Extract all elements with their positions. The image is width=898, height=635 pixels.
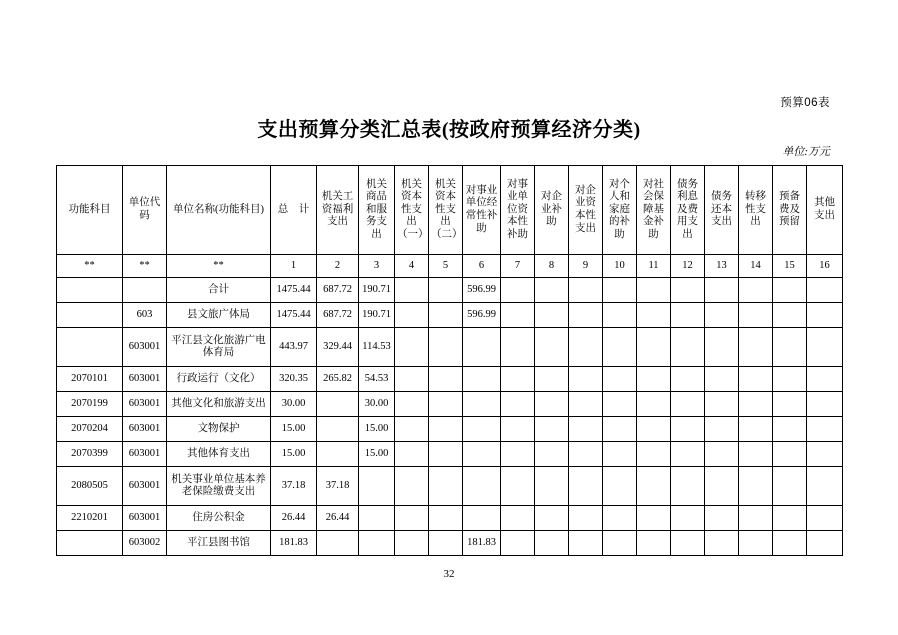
cell-value (773, 392, 807, 417)
cell-value (501, 506, 535, 531)
cell-value (569, 303, 603, 328)
cell-total: 443.97 (271, 328, 317, 367)
numbering-cell: 11 (637, 255, 671, 278)
cell-value: 37.18 (317, 467, 359, 506)
cell-value (637, 278, 671, 303)
cell-value (569, 328, 603, 367)
column-header: 对企业资本性支出 (569, 166, 603, 255)
cell-value (807, 506, 843, 531)
cell-value (501, 467, 535, 506)
cell-value (429, 328, 463, 367)
cell-value (603, 303, 637, 328)
cell-value (637, 417, 671, 442)
column-header: 功能科目 (57, 166, 123, 255)
cell-total: 1475.44 (271, 303, 317, 328)
column-header: 机关资本性支出（二） (429, 166, 463, 255)
cell-value (603, 531, 637, 556)
cell-value (535, 467, 569, 506)
numbering-cell: 13 (705, 255, 739, 278)
cell-unit-code: 603001 (123, 367, 167, 392)
cell-value (463, 328, 501, 367)
cell-value (535, 531, 569, 556)
column-header: 债务还本支出 (705, 166, 739, 255)
cell-value (807, 303, 843, 328)
cell-value (773, 417, 807, 442)
cell-function-code (57, 328, 123, 367)
cell-function-code (57, 531, 123, 556)
cell-value (705, 442, 739, 467)
cell-value (429, 531, 463, 556)
numbering-cell: 8 (535, 255, 569, 278)
cell-value (773, 367, 807, 392)
cell-value (773, 531, 807, 556)
cell-unit-name: 行政运行（文化） (167, 367, 271, 392)
cell-value (535, 367, 569, 392)
cell-value: 181.83 (463, 531, 501, 556)
cell-value (773, 278, 807, 303)
table-header-row (57, 166, 843, 255)
column-header: 对事业单位资本性补助 (501, 166, 535, 255)
cell-value (807, 531, 843, 556)
cell-value (569, 278, 603, 303)
cell-unit-code: 603001 (123, 467, 167, 506)
column-header: 转移性支出 (739, 166, 773, 255)
cell-unit-name: 文物保护 (167, 417, 271, 442)
cell-value (637, 367, 671, 392)
table-row (57, 278, 843, 303)
cell-value (705, 417, 739, 442)
table-row (57, 531, 843, 556)
numbering-cell: 9 (569, 255, 603, 278)
unit-label: 单位:万元 (782, 146, 830, 158)
numbering-cell: 6 (463, 255, 501, 278)
cell-value: 687.72 (317, 303, 359, 328)
cell-value (807, 278, 843, 303)
column-header: 机关工资福利支出 (317, 166, 359, 255)
cell-unit-code (123, 278, 167, 303)
cell-function-code: 2210201 (57, 506, 123, 531)
cell-value (317, 417, 359, 442)
cell-unit-code: 603001 (123, 417, 167, 442)
cell-total: 37.18 (271, 467, 317, 506)
cell-unit-code: 603001 (123, 328, 167, 367)
cell-total: 30.00 (271, 392, 317, 417)
cell-value (807, 417, 843, 442)
cell-value (429, 303, 463, 328)
cell-value (705, 278, 739, 303)
cell-value (739, 531, 773, 556)
column-header: 对个人和家庭的补助 (603, 166, 637, 255)
cell-value (359, 506, 395, 531)
cell-value (603, 506, 637, 531)
cell-value (395, 442, 429, 467)
cell-value (463, 417, 501, 442)
cell-value (705, 328, 739, 367)
table-row (57, 506, 843, 531)
cell-value (501, 442, 535, 467)
cell-value (705, 392, 739, 417)
cell-value: 190.71 (359, 303, 395, 328)
cell-function-code: 2070204 (57, 417, 123, 442)
cell-function-code: 2070199 (57, 392, 123, 417)
cell-value (359, 531, 395, 556)
cell-unit-name: 合计 (167, 278, 271, 303)
cell-value (535, 506, 569, 531)
cell-value (773, 467, 807, 506)
column-header: 债务利息及费用支出 (671, 166, 705, 255)
column-header: 对企业补助 (535, 166, 569, 255)
cell-value (359, 467, 395, 506)
cell-value (671, 367, 705, 392)
cell-value (637, 467, 671, 506)
table-row (57, 328, 843, 367)
cell-value (637, 328, 671, 367)
table-row (57, 417, 843, 442)
cell-value (395, 506, 429, 531)
cell-value (807, 467, 843, 506)
cell-value (671, 467, 705, 506)
numbering-cell: 10 (603, 255, 637, 278)
numbering-cell: 2 (317, 255, 359, 278)
cell-value (501, 278, 535, 303)
cell-value (501, 328, 535, 367)
cell-value (569, 367, 603, 392)
column-header: 单位代码 (123, 166, 167, 255)
cell-value (671, 392, 705, 417)
cell-value (535, 392, 569, 417)
cell-value (603, 367, 637, 392)
cell-value (395, 278, 429, 303)
cell-value (705, 531, 739, 556)
table-row (57, 392, 843, 417)
cell-value (463, 367, 501, 392)
cell-value (569, 417, 603, 442)
cell-total: 15.00 (271, 442, 317, 467)
budget-table (56, 165, 843, 556)
cell-value: 596.99 (463, 278, 501, 303)
cell-value (429, 442, 463, 467)
cell-total: 26.44 (271, 506, 317, 531)
cell-value (739, 392, 773, 417)
cell-value (569, 392, 603, 417)
cell-total: 320.35 (271, 367, 317, 392)
cell-value (603, 392, 637, 417)
page-title: 支出预算分类汇总表(按政府预算经济分类) (257, 119, 641, 141)
column-header: 机关商品和服务支出 (359, 166, 395, 255)
cell-value (603, 417, 637, 442)
cell-value (317, 442, 359, 467)
cell-value (429, 467, 463, 506)
form-label: 预算06表 (780, 97, 830, 109)
cell-unit-name: 住房公积金 (167, 506, 271, 531)
cell-function-code (57, 303, 123, 328)
column-header: 总 计 (271, 166, 317, 255)
cell-value: 114.53 (359, 328, 395, 367)
column-header: 对事业单位经常性补助 (463, 166, 501, 255)
cell-value (637, 506, 671, 531)
cell-value (569, 531, 603, 556)
numbering-cell: 5 (429, 255, 463, 278)
cell-value (773, 303, 807, 328)
cell-value (603, 328, 637, 367)
cell-value (317, 392, 359, 417)
cell-value: 687.72 (317, 278, 359, 303)
cell-value (535, 417, 569, 442)
cell-value (463, 506, 501, 531)
cell-value (773, 506, 807, 531)
numbering-cell: ** (57, 255, 123, 278)
numbering-cell: 7 (501, 255, 535, 278)
cell-value: 596.99 (463, 303, 501, 328)
cell-value (807, 367, 843, 392)
cell-value (671, 328, 705, 367)
cell-value: 329.44 (317, 328, 359, 367)
cell-value (705, 467, 739, 506)
cell-value (637, 392, 671, 417)
cell-unit-code: 603001 (123, 506, 167, 531)
cell-value (395, 531, 429, 556)
cell-function-code (57, 278, 123, 303)
table-row (57, 367, 843, 392)
cell-unit-code: 603 (123, 303, 167, 328)
cell-value: 15.00 (359, 417, 395, 442)
cell-value (463, 442, 501, 467)
cell-value (569, 506, 603, 531)
cell-value (739, 278, 773, 303)
cell-value (739, 303, 773, 328)
cell-function-code: 2070101 (57, 367, 123, 392)
cell-unit-name: 县文旅广体局 (167, 303, 271, 328)
cell-value (773, 442, 807, 467)
cell-value: 265.82 (317, 367, 359, 392)
cell-value (671, 531, 705, 556)
cell-value: 26.44 (317, 506, 359, 531)
cell-value (637, 442, 671, 467)
table-row (57, 467, 843, 506)
numbering-cell: 1 (271, 255, 317, 278)
cell-value: 15.00 (359, 442, 395, 467)
column-header: 预备费及预留 (773, 166, 807, 255)
cell-value (535, 442, 569, 467)
cell-value (739, 506, 773, 531)
cell-value (739, 467, 773, 506)
cell-value (463, 467, 501, 506)
cell-value (705, 367, 739, 392)
cell-value (739, 417, 773, 442)
cell-value (501, 392, 535, 417)
cell-value (429, 367, 463, 392)
page-number: 32 (443, 568, 455, 580)
cell-value (535, 303, 569, 328)
cell-unit-name: 机关事业单位基本养老保险缴费支出 (167, 467, 271, 506)
cell-value (671, 278, 705, 303)
cell-function-code: 2070399 (57, 442, 123, 467)
cell-value (535, 328, 569, 367)
cell-value (429, 278, 463, 303)
cell-value (637, 303, 671, 328)
cell-value (773, 328, 807, 367)
cell-value (395, 392, 429, 417)
cell-value (705, 303, 739, 328)
cell-value (637, 531, 671, 556)
cell-value (739, 442, 773, 467)
cell-value (807, 392, 843, 417)
cell-value (463, 392, 501, 417)
cell-unit-code: 603002 (123, 531, 167, 556)
cell-value (569, 442, 603, 467)
cell-value (429, 506, 463, 531)
cell-value (739, 328, 773, 367)
cell-value (603, 467, 637, 506)
cell-value (807, 328, 843, 367)
cell-value (395, 417, 429, 442)
cell-value (671, 303, 705, 328)
table-row (57, 303, 843, 328)
cell-value (807, 442, 843, 467)
cell-value (671, 506, 705, 531)
cell-function-code: 2080505 (57, 467, 123, 506)
cell-value (705, 506, 739, 531)
cell-value (535, 278, 569, 303)
cell-value (501, 367, 535, 392)
cell-value (395, 367, 429, 392)
column-header: 单位名称(功能科目) (167, 166, 271, 255)
cell-value (429, 417, 463, 442)
column-header: 对社会保障基金补助 (637, 166, 671, 255)
cell-value (739, 367, 773, 392)
cell-total: 181.83 (271, 531, 317, 556)
cell-unit-name: 平江县图书馆 (167, 531, 271, 556)
cell-value (671, 417, 705, 442)
numbering-cell: 15 (773, 255, 807, 278)
table-row (57, 442, 843, 467)
cell-value (569, 467, 603, 506)
cell-value: 30.00 (359, 392, 395, 417)
cell-value (501, 531, 535, 556)
cell-value (501, 303, 535, 328)
cell-value (395, 303, 429, 328)
cell-value (671, 442, 705, 467)
budget-table-wrapper (56, 165, 842, 556)
cell-value (317, 531, 359, 556)
cell-value: 190.71 (359, 278, 395, 303)
numbering-cell: 16 (807, 255, 843, 278)
column-header: 其他支出 (807, 166, 843, 255)
column-header: 机关资本性支出（一） (395, 166, 429, 255)
cell-value: 54.53 (359, 367, 395, 392)
cell-total: 1475.44 (271, 278, 317, 303)
numbering-cell: 12 (671, 255, 705, 278)
cell-unit-name: 其他体育支出 (167, 442, 271, 467)
numbering-cell: ** (167, 255, 271, 278)
cell-unit-code: 603001 (123, 442, 167, 467)
numbering-cell: ** (123, 255, 167, 278)
numbering-cell: 3 (359, 255, 395, 278)
cell-value (603, 278, 637, 303)
cell-value (501, 417, 535, 442)
cell-value (395, 328, 429, 367)
cell-value (429, 392, 463, 417)
column-numbering-row (57, 255, 843, 278)
cell-value (395, 467, 429, 506)
cell-unit-name: 其他文化和旅游支出 (167, 392, 271, 417)
numbering-cell: 14 (739, 255, 773, 278)
cell-unit-name: 平江县文化旅游广电体育局 (167, 328, 271, 367)
cell-value (603, 442, 637, 467)
cell-unit-code: 603001 (123, 392, 167, 417)
cell-total: 15.00 (271, 417, 317, 442)
numbering-cell: 4 (395, 255, 429, 278)
